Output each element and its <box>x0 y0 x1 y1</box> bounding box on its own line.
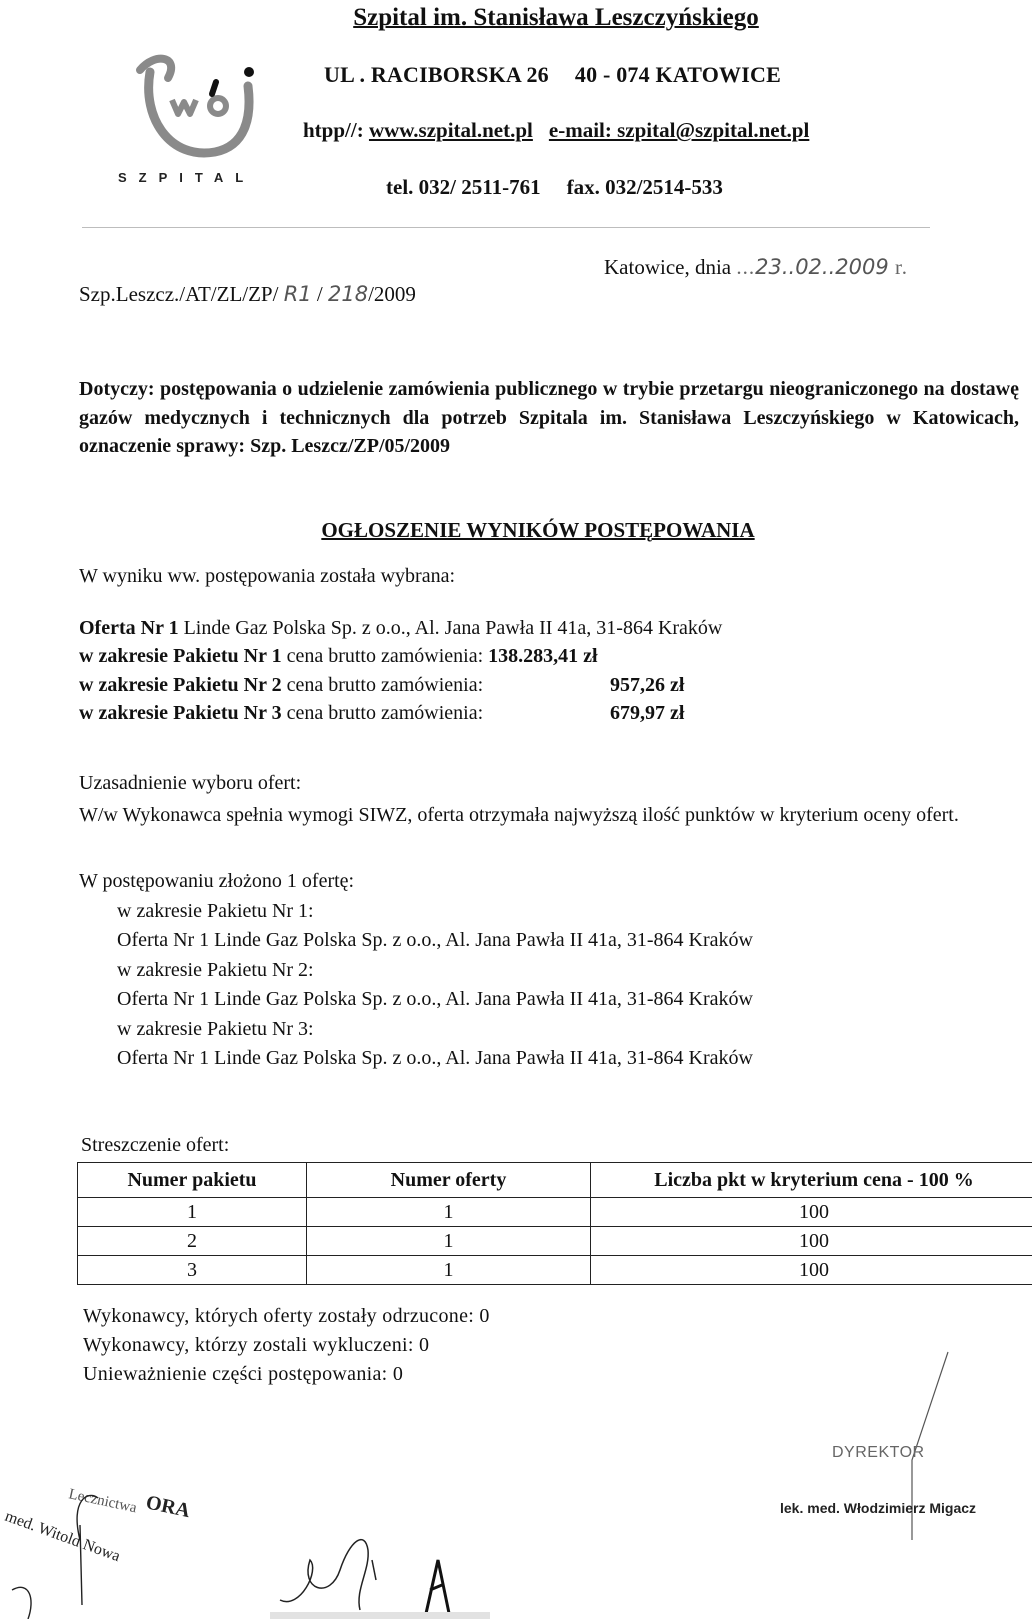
fax-number: fax. 032/2514-533 <box>566 175 723 199</box>
offer-label: Oferta Nr 1 <box>79 617 179 639</box>
stamp-text-3: med. Witold Nowa <box>2 1507 123 1566</box>
package-prefix: w zakresie <box>79 645 174 667</box>
points: 100 <box>591 1256 1032 1285</box>
points: 100 <box>591 1198 1032 1227</box>
web-email-line <box>303 118 809 143</box>
submitted-offer: Oferta Nr 1 Linde Gaz Polska Sp. z o.o., Al. Jana Pawła II 41a, 31-864 Kraków <box>117 988 753 1010</box>
table-row <box>78 1227 1032 1256</box>
offer-company: Linde Gaz Polska Sp. z o.o., Al. Jana Pawła II 41a, 31-864 Kraków <box>178 617 723 639</box>
director-name: lek. med. Włodzimierz Migacz <box>780 1500 977 1516</box>
stamp-text-2: Lecznictwa <box>67 1486 139 1517</box>
package-name: Pakietu Nr 3 <box>173 702 282 724</box>
result-intro: W wyniku ww. postępowania została wybrana: <box>79 565 456 587</box>
table-row <box>78 1256 1032 1285</box>
subject-label: Dotyczy: <box>79 378 155 400</box>
director-title: DYREKTOR <box>832 1444 925 1461</box>
justification-text: W/w Wykonawca spełnia wymogi SIWZ, oferta otrzymała najwyższą ilość punktów w kryterium oceny ofert. <box>79 804 959 826</box>
package-number: 3 <box>78 1256 307 1285</box>
excluded-count: Wykonawcy, którzy zostali wykluczeni: 0 <box>83 1334 430 1356</box>
web-label: htpp//: <box>303 118 364 142</box>
table-header-row <box>78 1163 1032 1198</box>
offer-number: 1 <box>307 1227 591 1256</box>
package-name: Pakietu Nr 1 <box>173 645 282 667</box>
submitted-offer: Oferta Nr 1 Linde Gaz Polska Sp. z o.o., Al. Jana Pawła II 41a, 31-864 Kraków <box>117 1047 753 1069</box>
package-price: 679,97 zł <box>610 702 685 724</box>
phone-fax-line <box>386 175 723 200</box>
price-label: cena brutto zamówienia: <box>281 674 484 696</box>
submitted-offer: Oferta Nr 1 Linde Gaz Polska Sp. z o.o., Al. Jana Pawła II 41a, 31-864 Kraków <box>117 929 753 951</box>
twoj-szpital-logo-icon <box>120 48 270 166</box>
package-prefix: w zakresie <box>79 702 174 724</box>
column-header: Liczba pkt w kryterium cena - 100 % <box>591 1163 1032 1198</box>
date-label: Katowice, dnia <box>604 255 737 279</box>
package-price: 957,26 zł <box>610 674 685 696</box>
package-price-row <box>79 702 483 725</box>
summary-table <box>77 1162 1032 1285</box>
justification-title: Uzasadnienie wyboru ofert: <box>79 772 302 794</box>
header-divider <box>82 227 930 228</box>
logo-text: SZPITAL <box>118 170 256 185</box>
selected-offer <box>79 617 722 640</box>
submitted-title: W postępowaniu złożono 1 ofertę: <box>79 870 355 892</box>
column-header: Numer oferty <box>307 1163 591 1198</box>
stamp-text-1: ORA <box>143 1491 193 1523</box>
reference-suffix: /2009 <box>368 282 416 306</box>
handwritten-date: 23..02..2009 <box>755 255 889 279</box>
offer-number: 1 <box>307 1198 591 1227</box>
annulment-count: Unieważnienie części postępowania: 0 <box>83 1363 404 1385</box>
subject-paragraph <box>79 375 1019 461</box>
hospital-name: Szpital im. Stanisława Leszczyńskiego <box>353 4 759 31</box>
table-row <box>78 1198 1032 1227</box>
summary-title: Streszczenie ofert: <box>81 1134 230 1156</box>
postcode-city: 40 - 074 KATOWICE <box>574 62 781 87</box>
submitted-scope: w zakresie Pakietu Nr 1: <box>117 900 314 922</box>
handwritten-ref-2: 218 <box>328 282 369 306</box>
reference-prefix: Szp.Leszcz./AT/ZL/ZP/ <box>79 282 279 306</box>
price-label: cena brutto zamówienia: <box>281 702 484 724</box>
date-suffix: r. <box>888 255 909 279</box>
package-price: 138.283,41 zł <box>488 645 598 667</box>
phone-number: tel. 032/ 2511-761 <box>386 175 541 199</box>
street: UL . RACIBORSKA 26 <box>324 62 549 87</box>
package-number: 2 <box>78 1227 307 1256</box>
date-dots: ... <box>736 255 756 279</box>
column-header: Numer pakietu <box>78 1163 307 1198</box>
points: 100 <box>591 1227 1032 1256</box>
package-prefix: w zakresie <box>79 674 174 696</box>
address-line <box>324 62 781 88</box>
reference-number <box>79 282 416 307</box>
submitted-scope: w zakresie Pakietu Nr 3: <box>117 1018 314 1040</box>
announcement-heading: OGŁOSZENIE WYNIKÓW POSTĘPOWANIA <box>321 518 755 542</box>
reference-separator: / <box>311 282 328 306</box>
offer-number: 1 <box>307 1256 591 1285</box>
package-number: 1 <box>78 1198 307 1227</box>
package-name: Pakietu Nr 2 <box>173 674 282 696</box>
email-link[interactable]: e-mail: szpital@szpital.net.pl <box>548 118 810 142</box>
official-stamp-icon <box>0 1480 250 1619</box>
price-label: cena brutto zamówienia: <box>281 645 489 667</box>
website-link[interactable]: www.szpital.net.pl <box>368 118 533 142</box>
handwritten-ref-1: R1 <box>283 282 312 306</box>
place-date <box>604 255 908 280</box>
rejected-count: Wykonawcy, których oferty zostały odrzucone: 0 <box>83 1305 490 1327</box>
package-price-row <box>79 674 483 697</box>
subject-text: postępowania o udzielenie zamówienia publicznego w trybie przetargu nieograniczonego na dostawę gazów medycznych i technicznych dla potrzeb Szpitala im. Stanisława Leszczyńskiego w Katowicach, oznaczenie sprawy: Szp. Leszcz/ZP/05/2009 <box>79 378 1019 457</box>
handwritten-signature-icon <box>270 1530 510 1619</box>
package-price-row <box>79 645 598 668</box>
submitted-scope: w zakresie Pakietu Nr 2: <box>117 959 314 981</box>
